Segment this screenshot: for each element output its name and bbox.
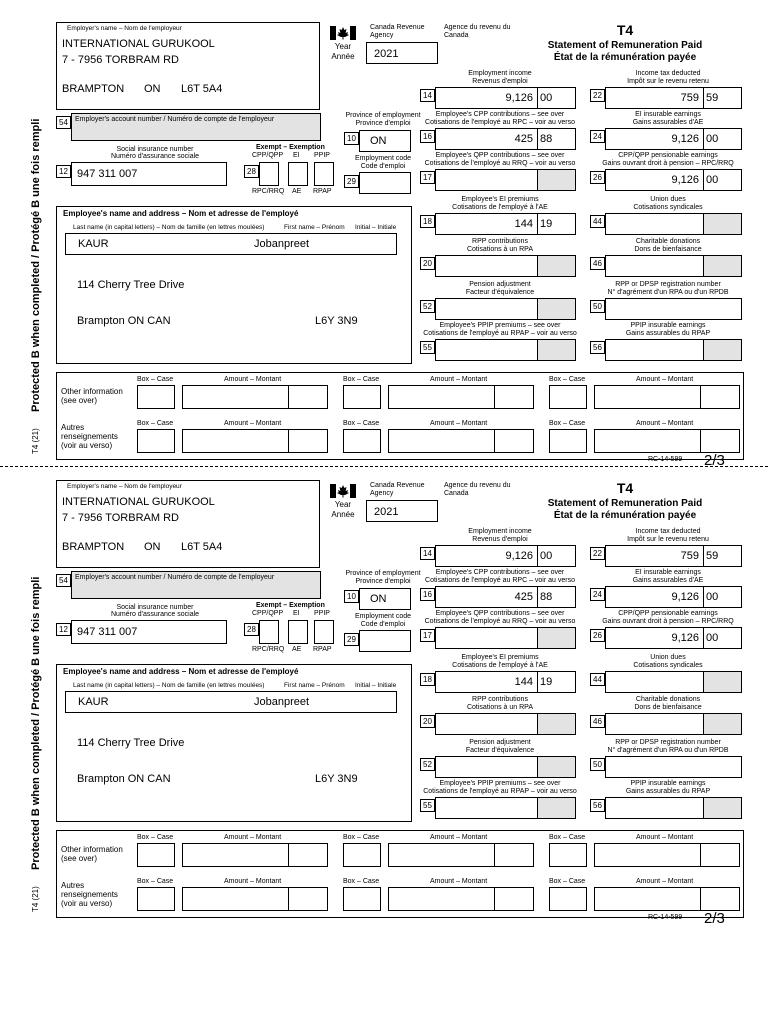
amount-label: Amount – Montant [636,834,694,841]
other-info-box-code[interactable] [549,843,587,867]
exempt-ae-label: AE [292,188,302,195]
sin-label-en: Social insurance number [116,146,194,153]
other-info-box-code[interactable] [137,887,175,911]
amount-label: Amount – Montant [430,834,488,841]
form-code: T4 [616,22,634,38]
box-50-label: RPP or DPSP registration number N° d'agrément d'un RPA ou d'un RPDB [607,281,729,296]
box-18-dollars: 144 [514,676,533,688]
box-20-label: RPP contributions Cotisations à un RPA [466,696,533,711]
box-44-cents [703,672,741,692]
employer-address: 7 - 7956 TORBRAM RD [62,512,179,524]
employee-city: Brampton ON CAN [77,315,171,327]
employer-account-field [71,571,321,599]
box-number: 20 [420,715,435,728]
sin-field: 947 311 007 [71,620,227,644]
title-fr: État de la rémunération payée [553,52,697,63]
box-number: 14 [420,89,435,102]
box-22-field [605,545,742,567]
box-20-label: RPP contributions Cotisations à un RPA [466,238,533,253]
employment-code-label-en: Employment code [354,613,412,620]
other-info-box-code[interactable] [549,385,587,409]
t4-slip [0,458,768,927]
box-26-field [605,627,742,649]
box-case-label: Box – Case [137,420,174,427]
box-18-label: Employee's EI premiums Cotisations de l'employé à l'AE [452,196,548,211]
exempt-ppip-label: PPIP [314,610,330,617]
box-16-cents: 88 [537,129,575,149]
amount-label: Amount – Montant [224,834,282,841]
box-number: 44 [590,673,605,686]
cut-line [0,466,768,467]
employee-last-name: KAUR [78,238,109,250]
box-18-cents: 19 [537,672,575,692]
box-18-dollars: 144 [514,218,533,230]
box-number: 52 [420,300,435,313]
title-fr: État de la rémunération payée [553,510,697,521]
box-26-cents: 00 [703,170,741,190]
amount-label: Amount – Montant [636,878,694,885]
amount-label: Amount – Montant [224,376,282,383]
employee-first-name: Jobanpreet [254,238,310,250]
employer-name: INTERNATIONAL GURUKOOL [62,496,215,508]
box-case-label: Box – Case [343,376,380,383]
year-label-en: Year [334,42,352,51]
employment-code-label-fr: Code d'emploi [360,621,406,628]
other-info-box-code[interactable] [137,385,175,409]
exempt-ppip-checkbox[interactable] [314,162,334,186]
box-18-cents: 19 [537,214,575,234]
box-number: 26 [590,629,605,642]
box-26-field [605,169,742,191]
box-22-label: Income tax deducted Impôt sur le revenu retenu [627,70,709,85]
box-case-label: Box – Case [343,420,380,427]
other-info-amount[interactable] [182,843,328,867]
exempt-ei-checkbox[interactable] [288,162,308,186]
agency-name-en: Canada Revenue Agency [370,24,425,39]
firstname-label: First name – Prénom [284,224,345,231]
box-number: 54 [56,116,71,129]
box-17-label: Employee's QPP contributions – see over Cotisations de l'employé au RRQ – voir au verso [424,152,576,167]
employer-box [56,480,320,568]
initial-label: Initial – Initiale [355,682,397,689]
exempt-rpc-label: RPC/RRQ [252,188,285,195]
box-18-field [435,213,576,235]
box-14-dollars: 9,126 [505,92,533,104]
box-14-cents: 00 [537,88,575,108]
box-number: 16 [420,588,435,601]
employee-last-name: KAUR [78,696,109,708]
other-info-box-code[interactable] [343,887,381,911]
employee-box [56,206,412,364]
box-55-cents [537,340,575,360]
tax-year: 2021 [366,500,438,522]
exempt-ei-label: EI [293,152,300,159]
box-22-cents: 59 [703,88,741,108]
box-16-field [435,586,576,608]
box-44-field [605,671,742,693]
other-info-box-code[interactable] [343,429,381,453]
exempt-label: Exempt – Exemption [256,602,325,609]
box-26-label: CPP/QPP pensionable earnings Gains ouvrant droit à pension – RPC/RRQ [602,610,734,625]
exempt-label: Exempt – Exemption [256,144,325,151]
box-17-field [435,627,576,649]
employer-name: INTERNATIONAL GURUKOOL [62,38,215,50]
employer-postal: L6T 5A4 [181,541,223,553]
box-number: 44 [590,215,605,228]
box-number: 46 [590,257,605,270]
other-info-box-code[interactable] [343,385,381,409]
other-info-amount[interactable] [388,843,534,867]
employer-account-label: Employer's account number / Numéro de compte de l'employeur [75,574,275,581]
box-26-cents: 00 [703,628,741,648]
box-number: 22 [590,547,605,560]
box-20-field [435,713,576,735]
box-55-field [435,797,576,819]
other-info-label-en: Other information (see over) [61,387,123,405]
other-info-amount[interactable] [594,887,740,911]
form-version: T4 (21) [31,886,40,912]
box-number: 56 [590,341,605,354]
box-case-label: Box – Case [137,878,174,885]
employee-name-field [65,233,397,255]
agency-name-fr: Agence du revenu du Canada [444,24,511,39]
box-20-field [435,255,576,277]
other-info-amount[interactable] [388,887,534,911]
box-46-cents [703,256,741,276]
other-info-amount[interactable] [388,385,534,409]
box-16-dollars: 425 [514,591,533,603]
box-14-field [435,87,576,109]
box-22-field [605,87,742,109]
other-info-box-code[interactable] [137,429,175,453]
year-label-fr: Année [331,52,355,61]
box-16-field [435,128,576,150]
other-info-box-code[interactable] [137,843,175,867]
box-number: 54 [56,574,71,587]
employer-city: BRAMPTON [62,541,125,553]
other-info-box [56,372,744,460]
box-14-label: Employment income Revenus d'emploi [468,70,532,85]
employer-postal: L6T 5A4 [181,83,223,95]
box-52-label: Pension adjustment Facteur d'équivalence [465,281,535,296]
box-46-label: Charitable donations Dons de bienfaisance [634,696,702,711]
exempt-ae-label: AE [292,646,302,653]
exempt-cpp-label: CPP/QPP [252,610,284,617]
box-22-dollars: 759 [680,550,699,562]
box-26-dollars: 9,126 [671,632,699,644]
rc-code: RC-14-599 [648,456,683,463]
box-26-dollars: 9,126 [671,174,699,186]
box-case-label: Box – Case [549,420,586,427]
exempt-rpap-label: RPAP [313,646,332,653]
employer-name-label: Employer's name – Nom de l'employeur [67,483,182,490]
box-52-cents [537,299,575,319]
sin-label-en: Social insurance number [116,604,194,611]
box-24-cents: 00 [703,129,741,149]
employer-city: BRAMPTON [62,83,125,95]
exempt-cpp-checkbox[interactable] [259,620,279,644]
employer-account-label: Employer's account number / Numéro de compte de l'employeur [75,116,275,123]
box-number: 22 [590,89,605,102]
province-field: ON [359,130,411,152]
box-17-label: Employee's QPP contributions – see over Cotisations de l'employé au RRQ – voir au verso [424,610,576,625]
box-number: 50 [590,758,605,771]
employment-code-field [359,630,411,652]
box-46-field [605,713,742,735]
box-number: 17 [420,629,435,642]
protected-b-label: Protected B when completed / Protégé B une fois rempli [30,118,42,412]
box-24-field [605,128,742,150]
province-field: ON [359,588,411,610]
employee-postal: L6Y 3N9 [315,315,358,327]
box-case-label: Box – Case [549,376,586,383]
t4-slip [0,0,768,469]
box-17-cents [537,170,575,190]
box-number: 55 [420,341,435,354]
box-17-cents [537,628,575,648]
title-en: Statement of Remuneration Paid [547,498,703,509]
box-50-field [605,298,742,320]
box-14-field [435,545,576,567]
employer-address: 7 - 7956 TORBRAM RD [62,54,179,66]
other-info-amount[interactable] [182,429,328,453]
protected-b-label: Protected B when completed / Protégé B une fois rempli [30,576,42,870]
sin-field: 947 311 007 [71,162,227,186]
box-number: 24 [590,588,605,601]
box-number: 24 [590,130,605,143]
province-label-fr: Province d'emploi [355,120,411,127]
box-number: 50 [590,300,605,313]
box-52-label: Pension adjustment Facteur d'équivalence [465,739,535,754]
other-info-box [56,830,744,918]
box-55-field [435,339,576,361]
other-info-label-fr: Autres renseignements (voir au verso) [61,423,118,450]
lastname-label: Last name (in capital letters) – Nom de famille (en lettres moulées) [73,682,265,689]
box-number: 29 [344,633,359,646]
box-52-cents [537,757,575,777]
box-56-label: PPIP insurable earnings Gains assurables du RPAP [625,322,711,337]
other-info-box-code[interactable] [549,887,587,911]
amount-label: Amount – Montant [636,376,694,383]
employee-street: 114 Cherry Tree Drive [77,279,185,291]
box-number: 10 [344,132,359,145]
box-22-dollars: 759 [680,92,699,104]
box-case-label: Box – Case [549,878,586,885]
title-en: Statement of Remuneration Paid [547,40,703,51]
box-52-field [435,298,576,320]
other-info-label-en: Other information (see over) [61,845,123,863]
box-56-label: PPIP insurable earnings Gains assurables du RPAP [625,780,711,795]
employee-section-label: Employee's name and address – Nom et adresse de l'employé [63,209,299,218]
exempt-cpp-checkbox[interactable] [259,162,279,186]
box-number: 16 [420,130,435,143]
box-24-field [605,586,742,608]
box-18-label: Employee's EI premiums Cotisations de l'employé à l'AE [452,654,548,669]
other-info-box-code[interactable] [343,843,381,867]
amount-label: Amount – Montant [430,878,488,885]
other-info-amount[interactable] [594,385,740,409]
form-code: T4 [616,480,634,496]
canada-flag-icon [330,26,356,40]
box-14-dollars: 9,126 [505,550,533,562]
box-number: 12 [56,623,71,636]
box-52-field [435,756,576,778]
other-info-amount[interactable] [182,385,328,409]
employer-box [56,22,320,110]
box-number: 18 [420,673,435,686]
box-22-cents: 59 [703,546,741,566]
employee-name-field [65,691,397,713]
box-number: 12 [56,165,71,178]
box-case-label: Box – Case [343,878,380,885]
employee-section-label: Employee's name and address – Nom et adresse de l'employé [63,667,299,676]
province-label-fr: Province d'emploi [355,578,411,585]
box-16-label: Employee's CPP contributions – see over Cotisations de l'employé au RPC – voir au verso [425,569,575,584]
exempt-rpc-label: RPC/RRQ [252,646,285,653]
other-info-box-code[interactable] [549,429,587,453]
employment-code-label-en: Employment code [354,155,412,162]
sin-label-fr: Numéro d'assurance sociale [110,611,200,618]
amount-label: Amount – Montant [430,376,488,383]
box-44-cents [703,214,741,234]
agency-name-fr: Agence du revenu du Canada [444,482,511,497]
box-46-cents [703,714,741,734]
box-24-label: EI insurable earnings Gains assurables d'AE [632,569,704,584]
agency-name-en: Canada Revenue Agency [370,482,425,497]
province-label-en: Province of employment [345,570,421,577]
box-number: 29 [344,175,359,188]
box-number: 46 [590,715,605,728]
box-56-field [605,797,742,819]
box-17-field [435,169,576,191]
box-44-label: Union dues Cotisations syndicales [633,196,703,211]
exempt-rpap-label: RPAP [313,188,332,195]
box-number: 18 [420,215,435,228]
box-44-label: Union dues Cotisations syndicales [633,654,703,669]
employee-postal: L6Y 3N9 [315,773,358,785]
exempt-ei-checkbox[interactable] [288,620,308,644]
year-label-en: Year [334,500,352,509]
tax-year: 2021 [366,42,438,64]
box-case-label: Box – Case [549,834,586,841]
box-56-cents [703,798,741,818]
box-number: 56 [590,799,605,812]
box-50-field [605,756,742,778]
box-number: 14 [420,547,435,560]
box-18-field [435,671,576,693]
employee-box [56,664,412,822]
box-16-dollars: 425 [514,133,533,145]
other-info-label-fr: Autres renseignements (voir au verso) [61,881,118,908]
province-label-en: Province of employment [345,112,421,119]
amount-label: Amount – Montant [224,878,282,885]
amount-label: Amount – Montant [636,420,694,427]
amount-label: Amount – Montant [430,420,488,427]
box-24-dollars: 9,126 [671,591,699,603]
lastname-label: Last name (in capital letters) – Nom de famille (en lettres moulées) [73,224,265,231]
exempt-cpp-label: CPP/QPP [252,152,284,159]
box-46-field [605,255,742,277]
box-number: 52 [420,758,435,771]
box-20-cents [537,256,575,276]
employee-city: Brampton ON CAN [77,773,171,785]
box-case-label: Box – Case [343,834,380,841]
sin-label-fr: Numéro d'assurance sociale [110,153,200,160]
box-46-label: Charitable donations Dons de bienfaisance [634,238,702,253]
employment-code-label-fr: Code d'emploi [360,163,406,170]
box-26-label: CPP/QPP pensionable earnings Gains ouvrant droit à pension – RPC/RRQ [602,152,734,167]
box-55-cents [537,798,575,818]
box-16-cents: 88 [537,587,575,607]
initial-label: Initial – Initiale [355,224,397,231]
amount-label: Amount – Montant [224,420,282,427]
employer-name-label: Employer's name – Nom de l'employeur [67,25,182,32]
box-16-label: Employee's CPP contributions – see over Cotisations de l'employé au RPC – voir au verso [425,111,575,126]
box-56-field [605,339,742,361]
box-50-label: RPP or DPSP registration number N° d'agrément d'un RPA ou d'un RPDB [607,739,729,754]
rc-code: RC-14-599 [648,914,683,921]
exempt-ppip-label: PPIP [314,152,330,159]
other-info-amount[interactable] [182,887,328,911]
form-version: T4 (21) [31,428,40,454]
exempt-ei-label: EI [293,610,300,617]
other-info-amount[interactable] [594,429,740,453]
box-number: 28 [244,623,259,636]
exempt-ppip-checkbox[interactable] [314,620,334,644]
box-20-cents [537,714,575,734]
employment-code-field [359,172,411,194]
employee-street: 114 Cherry Tree Drive [77,737,185,749]
canada-flag-icon [330,484,356,498]
employer-province: ON [144,83,161,95]
year-label-fr: Année [331,510,355,519]
box-14-cents: 00 [537,546,575,566]
box-55-label: Employee's PPIP premiums – see over Cotisations de l'employé au RPAP – voir au verso [423,780,577,795]
firstname-label: First name – Prénom [284,682,345,689]
page-number: 2/3 [704,910,725,927]
box-number: 55 [420,799,435,812]
box-55-label: Employee's PPIP premiums – see over Cotisations de l'employé au RPAP – voir au verso [423,322,577,337]
box-14-label: Employment income Revenus d'emploi [468,528,532,543]
box-24-label: EI insurable earnings Gains assurables d'AE [632,111,704,126]
page-number: 2/3 [704,452,725,469]
other-info-amount[interactable] [594,843,740,867]
box-number: 28 [244,165,259,178]
box-case-label: Box – Case [137,834,174,841]
box-number: 17 [420,171,435,184]
box-24-dollars: 9,126 [671,133,699,145]
box-number: 10 [344,590,359,603]
box-number: 26 [590,171,605,184]
box-24-cents: 00 [703,587,741,607]
box-number: 20 [420,257,435,270]
box-22-label: Income tax deducted Impôt sur le revenu retenu [627,528,709,543]
employer-account-field [71,113,321,141]
box-case-label: Box – Case [137,376,174,383]
box-44-field [605,213,742,235]
other-info-amount[interactable] [388,429,534,453]
employer-province: ON [144,541,161,553]
box-56-cents [703,340,741,360]
employee-first-name: Jobanpreet [254,696,310,708]
